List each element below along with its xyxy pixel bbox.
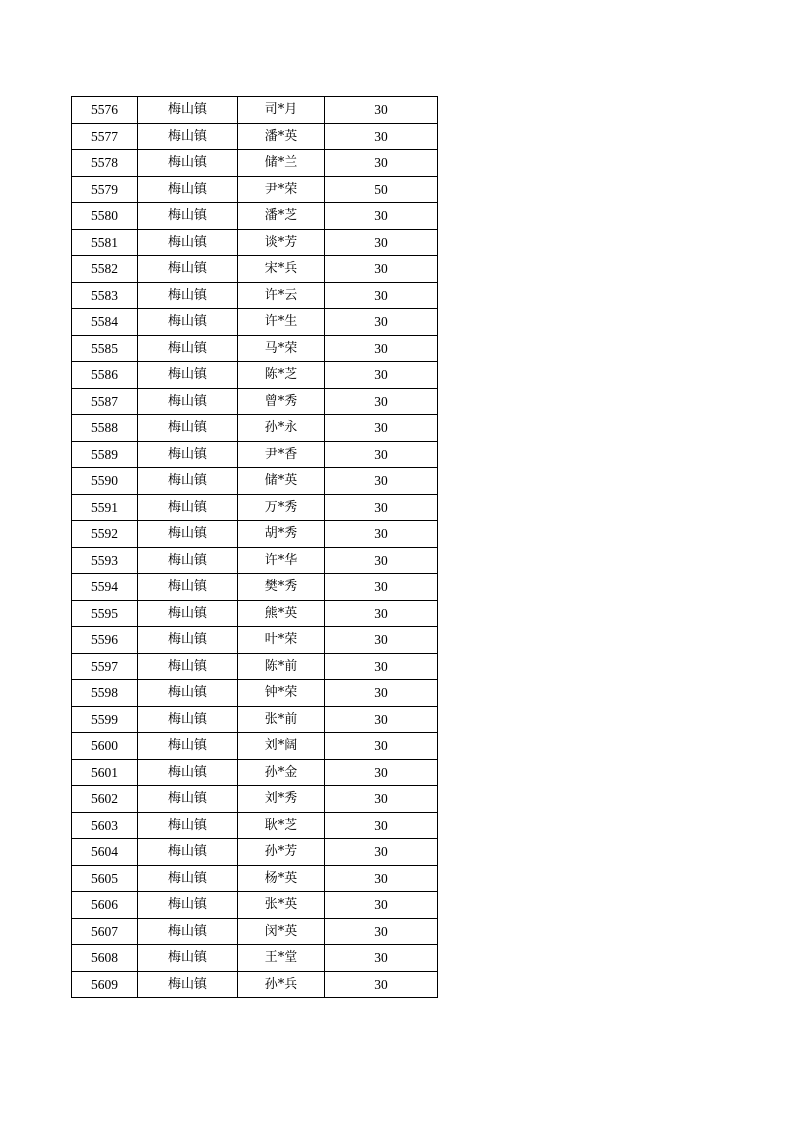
row-number-cell: 5601	[72, 759, 138, 786]
table-row	[72, 918, 438, 945]
row-number-cell: 5583	[72, 282, 138, 309]
amount-cell: 30	[325, 150, 438, 177]
table-row	[72, 97, 438, 124]
amount-cell: 30	[325, 653, 438, 680]
amount-cell: 30	[325, 865, 438, 892]
name-cell: 陈*芝	[238, 362, 325, 389]
town-cell: 梅山镇	[138, 468, 238, 495]
name-cell: 叶*荣	[238, 627, 325, 654]
name-cell: 孙*芳	[238, 839, 325, 866]
row-number-cell: 5605	[72, 865, 138, 892]
row-number-cell: 5592	[72, 521, 138, 548]
town-cell: 梅山镇	[138, 971, 238, 998]
town-cell: 梅山镇	[138, 945, 238, 972]
table-row	[72, 468, 438, 495]
town-cell: 梅山镇	[138, 362, 238, 389]
row-number-cell: 5608	[72, 945, 138, 972]
table-row	[72, 786, 438, 813]
row-number-cell: 5591	[72, 494, 138, 521]
town-cell: 梅山镇	[138, 680, 238, 707]
town-cell: 梅山镇	[138, 203, 238, 230]
table-row	[72, 521, 438, 548]
name-cell: 许*华	[238, 547, 325, 574]
table-row	[72, 547, 438, 574]
row-number-cell: 5588	[72, 415, 138, 442]
amount-cell: 30	[325, 494, 438, 521]
amount-cell: 30	[325, 441, 438, 468]
table-row	[72, 176, 438, 203]
amount-cell: 30	[325, 203, 438, 230]
table-row	[72, 494, 438, 521]
name-cell: 孙*兵	[238, 971, 325, 998]
name-cell: 孙*永	[238, 415, 325, 442]
table-row	[72, 203, 438, 230]
amount-cell: 30	[325, 786, 438, 813]
name-cell: 潘*英	[238, 123, 325, 150]
name-cell: 樊*秀	[238, 574, 325, 601]
amount-cell: 30	[325, 256, 438, 283]
town-cell: 梅山镇	[138, 335, 238, 362]
amount-cell: 30	[325, 97, 438, 124]
town-cell: 梅山镇	[138, 415, 238, 442]
row-number-cell: 5582	[72, 256, 138, 283]
amount-cell: 30	[325, 335, 438, 362]
town-cell: 梅山镇	[138, 521, 238, 548]
amount-cell: 30	[325, 574, 438, 601]
amount-cell: 30	[325, 918, 438, 945]
row-number-cell: 5587	[72, 388, 138, 415]
amount-cell: 30	[325, 600, 438, 627]
name-cell: 杨*英	[238, 865, 325, 892]
table-row	[72, 706, 438, 733]
table-row	[72, 627, 438, 654]
amount-cell: 30	[325, 680, 438, 707]
row-number-cell: 5590	[72, 468, 138, 495]
name-cell: 陈*前	[238, 653, 325, 680]
amount-cell: 30	[325, 733, 438, 760]
table-row	[72, 362, 438, 389]
name-cell: 张*英	[238, 892, 325, 919]
data-table	[71, 96, 438, 998]
table-row	[72, 945, 438, 972]
name-cell: 宋*兵	[238, 256, 325, 283]
town-cell: 梅山镇	[138, 256, 238, 283]
table-row	[72, 971, 438, 998]
table-row	[72, 839, 438, 866]
town-cell: 梅山镇	[138, 627, 238, 654]
row-number-cell: 5578	[72, 150, 138, 177]
row-number-cell: 5604	[72, 839, 138, 866]
name-cell: 万*秀	[238, 494, 325, 521]
name-cell: 谈*芳	[238, 229, 325, 256]
table-row	[72, 574, 438, 601]
amount-cell: 30	[325, 521, 438, 548]
town-cell: 梅山镇	[138, 865, 238, 892]
town-cell: 梅山镇	[138, 786, 238, 813]
row-number-cell: 5577	[72, 123, 138, 150]
row-number-cell: 5576	[72, 97, 138, 124]
table-row	[72, 600, 438, 627]
amount-cell: 50	[325, 176, 438, 203]
row-number-cell: 5596	[72, 627, 138, 654]
row-number-cell: 5581	[72, 229, 138, 256]
table-row	[72, 256, 438, 283]
town-cell: 梅山镇	[138, 388, 238, 415]
town-cell: 梅山镇	[138, 600, 238, 627]
row-number-cell: 5597	[72, 653, 138, 680]
name-cell: 刘*秀	[238, 786, 325, 813]
row-number-cell: 5585	[72, 335, 138, 362]
amount-cell: 30	[325, 468, 438, 495]
town-cell: 梅山镇	[138, 97, 238, 124]
table-row	[72, 229, 438, 256]
town-cell: 梅山镇	[138, 759, 238, 786]
row-number-cell: 5580	[72, 203, 138, 230]
name-cell: 闵*英	[238, 918, 325, 945]
table-row	[72, 150, 438, 177]
table-row	[72, 388, 438, 415]
table-row	[72, 733, 438, 760]
town-cell: 梅山镇	[138, 150, 238, 177]
town-cell: 梅山镇	[138, 812, 238, 839]
table-body	[72, 97, 438, 998]
row-number-cell: 5607	[72, 918, 138, 945]
row-number-cell: 5589	[72, 441, 138, 468]
amount-cell: 30	[325, 388, 438, 415]
amount-cell: 30	[325, 415, 438, 442]
name-cell: 马*荣	[238, 335, 325, 362]
name-cell: 王*堂	[238, 945, 325, 972]
row-number-cell: 5602	[72, 786, 138, 813]
row-number-cell: 5579	[72, 176, 138, 203]
row-number-cell: 5606	[72, 892, 138, 919]
town-cell: 梅山镇	[138, 309, 238, 336]
amount-cell: 30	[325, 282, 438, 309]
amount-cell: 30	[325, 706, 438, 733]
row-number-cell: 5593	[72, 547, 138, 574]
table-row	[72, 892, 438, 919]
row-number-cell: 5599	[72, 706, 138, 733]
town-cell: 梅山镇	[138, 176, 238, 203]
amount-cell: 30	[325, 945, 438, 972]
table-row	[72, 309, 438, 336]
town-cell: 梅山镇	[138, 123, 238, 150]
table-row	[72, 415, 438, 442]
table-row	[72, 653, 438, 680]
town-cell: 梅山镇	[138, 441, 238, 468]
name-cell: 曾*秀	[238, 388, 325, 415]
amount-cell: 30	[325, 309, 438, 336]
amount-cell: 30	[325, 971, 438, 998]
row-number-cell: 5594	[72, 574, 138, 601]
amount-cell: 30	[325, 839, 438, 866]
amount-cell: 30	[325, 627, 438, 654]
amount-cell: 30	[325, 759, 438, 786]
town-cell: 梅山镇	[138, 653, 238, 680]
row-number-cell: 5598	[72, 680, 138, 707]
town-cell: 梅山镇	[138, 282, 238, 309]
name-cell: 胡*秀	[238, 521, 325, 548]
name-cell: 耿*芝	[238, 812, 325, 839]
name-cell: 许*云	[238, 282, 325, 309]
table-row	[72, 335, 438, 362]
amount-cell: 30	[325, 229, 438, 256]
amount-cell: 30	[325, 362, 438, 389]
name-cell: 尹*荣	[238, 176, 325, 203]
row-number-cell: 5595	[72, 600, 138, 627]
name-cell: 熊*英	[238, 600, 325, 627]
name-cell: 司*月	[238, 97, 325, 124]
amount-cell: 30	[325, 892, 438, 919]
amount-cell: 30	[325, 547, 438, 574]
name-cell: 储*兰	[238, 150, 325, 177]
table-row	[72, 441, 438, 468]
town-cell: 梅山镇	[138, 892, 238, 919]
name-cell: 潘*芝	[238, 203, 325, 230]
name-cell: 尹*香	[238, 441, 325, 468]
row-number-cell: 5603	[72, 812, 138, 839]
table-row	[72, 865, 438, 892]
table-row	[72, 812, 438, 839]
town-cell: 梅山镇	[138, 494, 238, 521]
row-number-cell: 5586	[72, 362, 138, 389]
town-cell: 梅山镇	[138, 229, 238, 256]
town-cell: 梅山镇	[138, 706, 238, 733]
name-cell: 许*生	[238, 309, 325, 336]
table-row	[72, 759, 438, 786]
town-cell: 梅山镇	[138, 574, 238, 601]
table-row	[72, 680, 438, 707]
name-cell: 刘*阔	[238, 733, 325, 760]
row-number-cell: 5609	[72, 971, 138, 998]
name-cell: 张*前	[238, 706, 325, 733]
town-cell: 梅山镇	[138, 547, 238, 574]
town-cell: 梅山镇	[138, 733, 238, 760]
town-cell: 梅山镇	[138, 839, 238, 866]
amount-cell: 30	[325, 123, 438, 150]
name-cell: 孙*金	[238, 759, 325, 786]
row-number-cell: 5600	[72, 733, 138, 760]
row-number-cell: 5584	[72, 309, 138, 336]
table-row	[72, 282, 438, 309]
name-cell: 钟*荣	[238, 680, 325, 707]
table-row	[72, 123, 438, 150]
town-cell: 梅山镇	[138, 918, 238, 945]
amount-cell: 30	[325, 812, 438, 839]
name-cell: 储*英	[238, 468, 325, 495]
